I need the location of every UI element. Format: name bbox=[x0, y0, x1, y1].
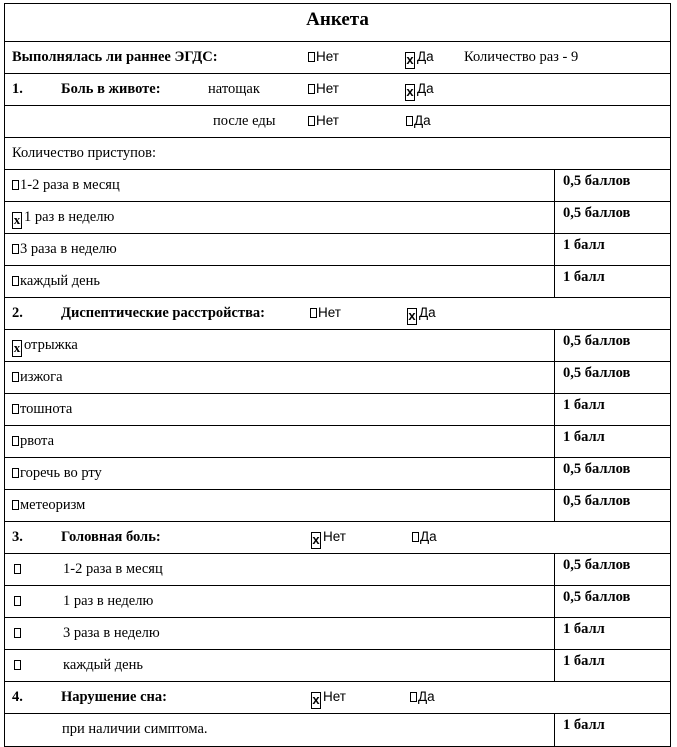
dyspepsia-option-label: отрыжка bbox=[24, 337, 78, 353]
egds-count: Количество раз - 9 bbox=[464, 49, 578, 65]
sleep-title: Нарушение сна: bbox=[61, 689, 167, 705]
checkbox-empty-icon[interactable] bbox=[12, 276, 19, 286]
score-cell: 1 балл bbox=[554, 650, 670, 681]
checkbox-empty-icon[interactable] bbox=[12, 180, 19, 190]
checkbox-empty-icon[interactable] bbox=[14, 660, 21, 670]
dyspepsia-title: Диспептические расстройства: bbox=[61, 305, 265, 321]
sleep-yes-label: Да bbox=[418, 689, 435, 704]
dyspepsia-yes-label: Да bbox=[419, 305, 436, 320]
checkbox-empty-icon bbox=[410, 692, 417, 702]
headache-option-row[interactable] bbox=[5, 618, 670, 650]
egds-no-option[interactable] bbox=[308, 49, 339, 65]
headache-option-label: 3 раза в неделю bbox=[63, 625, 160, 641]
pain-after-meal-label: после еды bbox=[213, 113, 275, 129]
dyspepsia-option-row[interactable] bbox=[5, 330, 670, 362]
checkbox-empty-icon bbox=[308, 84, 315, 94]
pain-option-row[interactable] bbox=[5, 234, 670, 266]
checkbox-empty-icon[interactable] bbox=[12, 468, 19, 478]
checkbox-checked-icon: x bbox=[405, 52, 415, 69]
pain-option-label: 3 раза в неделю bbox=[20, 241, 117, 257]
pain-fasting-no-option[interactable] bbox=[308, 81, 339, 97]
pain-number: 1. bbox=[12, 81, 23, 97]
checkbox-checked-icon: x bbox=[405, 84, 415, 101]
headache-option-label: 1 раз в неделю bbox=[63, 593, 153, 609]
headache-no-option[interactable] bbox=[311, 529, 346, 549]
pain-after-meal-no-label: Нет bbox=[316, 113, 339, 128]
pain-after-meal-row bbox=[5, 106, 670, 138]
checkbox-empty-icon bbox=[406, 116, 413, 126]
sleep-yes-option[interactable] bbox=[410, 689, 435, 705]
checkbox-empty-icon bbox=[308, 52, 315, 62]
dyspepsia-header-row bbox=[5, 298, 670, 330]
score-cell: 1 балл bbox=[554, 714, 670, 746]
checkbox-empty-icon[interactable] bbox=[14, 564, 21, 574]
score-cell: 0,5 баллов bbox=[554, 458, 670, 489]
headache-option-label: каждый день bbox=[63, 657, 143, 673]
headache-option-row[interactable] bbox=[5, 650, 670, 682]
pain-fasting-label: натощак bbox=[208, 81, 260, 97]
dyspepsia-option-row[interactable] bbox=[5, 426, 670, 458]
score-cell: 1 балл bbox=[554, 266, 670, 297]
sleep-option-label: при наличии симптома. bbox=[62, 721, 208, 737]
score-cell: 0,5 баллов bbox=[554, 330, 670, 361]
checkbox-checked-icon[interactable]: x bbox=[12, 340, 22, 357]
headache-no-label: Нет bbox=[323, 529, 346, 544]
score-cell: 0,5 баллов bbox=[554, 170, 670, 201]
egds-yes-option[interactable] bbox=[405, 49, 434, 69]
headache-option-label: 1-2 раза в месяц bbox=[63, 561, 163, 577]
score-cell: 0,5 баллов bbox=[554, 202, 670, 233]
egds-question: Выполнялась ли раннее ЭГДС: bbox=[12, 49, 218, 65]
pain-fasting-yes-label: Да bbox=[417, 81, 434, 96]
pain-after-meal-yes-option[interactable] bbox=[406, 113, 431, 129]
headache-number: 3. bbox=[12, 529, 23, 545]
sleep-header-row bbox=[5, 682, 670, 714]
pain-option-label: 1 раз в неделю bbox=[24, 209, 114, 225]
checkbox-empty-icon[interactable] bbox=[12, 244, 19, 254]
pain-fasting-yes-option[interactable] bbox=[405, 81, 434, 101]
dyspepsia-no-option[interactable] bbox=[310, 305, 341, 321]
questionnaire-form bbox=[4, 3, 671, 747]
checkbox-checked-icon[interactable]: x bbox=[12, 212, 22, 229]
sleep-number: 4. bbox=[12, 689, 23, 705]
sleep-no-label: Нет bbox=[323, 689, 346, 704]
headache-option-row[interactable] bbox=[5, 554, 670, 586]
score-cell: 0,5 баллов bbox=[554, 586, 670, 617]
dyspepsia-yes-option[interactable] bbox=[407, 305, 436, 325]
form-title: Анкета bbox=[5, 4, 670, 42]
headache-header-row bbox=[5, 522, 670, 554]
pain-after-meal-no-option[interactable] bbox=[308, 113, 339, 129]
dyspepsia-option-row[interactable] bbox=[5, 458, 670, 490]
pain-attacks-label: Количество приступов: bbox=[12, 145, 156, 161]
pain-option-row[interactable] bbox=[5, 170, 670, 202]
pain-attacks-row bbox=[5, 138, 670, 170]
pain-option-label: каждый день bbox=[20, 273, 100, 289]
egds-no-label: Нет bbox=[316, 49, 339, 64]
egds-row bbox=[5, 42, 670, 74]
headache-title: Головная боль: bbox=[61, 529, 161, 545]
score-cell: 1 балл bbox=[554, 618, 670, 649]
headache-yes-option[interactable] bbox=[412, 529, 437, 545]
score-cell: 0,5 баллов bbox=[554, 490, 670, 521]
pain-option-row[interactable] bbox=[5, 202, 670, 234]
checkbox-checked-icon: x bbox=[407, 308, 417, 325]
score-cell: 1 балл bbox=[554, 426, 670, 457]
score-cell: 1 балл bbox=[554, 234, 670, 265]
egds-yes-label: Да bbox=[417, 49, 434, 64]
checkbox-checked-icon: x bbox=[311, 692, 321, 709]
checkbox-empty-icon[interactable] bbox=[14, 596, 21, 606]
checkbox-checked-icon: x bbox=[311, 532, 321, 549]
dyspepsia-number: 2. bbox=[12, 305, 23, 321]
pain-fasting-no-label: Нет bbox=[316, 81, 339, 96]
checkbox-empty-icon bbox=[308, 116, 315, 126]
score-cell: 0,5 баллов bbox=[554, 554, 670, 585]
dyspepsia-option-label: горечь во рту bbox=[20, 465, 102, 481]
sleep-option-row[interactable] bbox=[5, 714, 670, 746]
checkbox-empty-icon[interactable] bbox=[12, 372, 19, 382]
headache-yes-label: Да bbox=[420, 529, 437, 544]
score-cell: 1 балл bbox=[554, 394, 670, 425]
checkbox-empty-icon bbox=[310, 308, 317, 318]
dyspepsia-option-label: рвота bbox=[20, 433, 54, 449]
pain-option-label: 1-2 раза в месяц bbox=[20, 177, 120, 193]
checkbox-empty-icon bbox=[412, 532, 419, 542]
pain-after-meal-yes-label: Да bbox=[414, 113, 431, 128]
pain-header-row bbox=[5, 74, 670, 106]
checkbox-empty-icon[interactable] bbox=[12, 500, 19, 510]
headache-option-row[interactable] bbox=[5, 586, 670, 618]
pain-title: Боль в животе: bbox=[61, 81, 161, 97]
score-cell: 0,5 баллов bbox=[554, 362, 670, 393]
checkbox-empty-icon[interactable] bbox=[14, 628, 21, 638]
dyspepsia-option-row[interactable] bbox=[5, 362, 670, 394]
checkbox-empty-icon[interactable] bbox=[12, 436, 19, 446]
dyspepsia-option-row[interactable] bbox=[5, 394, 670, 426]
dyspepsia-no-label: Нет bbox=[318, 305, 341, 320]
dyspepsia-option-label: тошнота bbox=[20, 401, 72, 417]
sleep-no-option[interactable] bbox=[311, 689, 346, 709]
dyspepsia-option-label: метеоризм bbox=[20, 497, 85, 513]
checkbox-empty-icon[interactable] bbox=[12, 404, 19, 414]
pain-option-row[interactable] bbox=[5, 266, 670, 298]
dyspepsia-option-row[interactable] bbox=[5, 490, 670, 522]
dyspepsia-option-label: изжога bbox=[20, 369, 63, 385]
